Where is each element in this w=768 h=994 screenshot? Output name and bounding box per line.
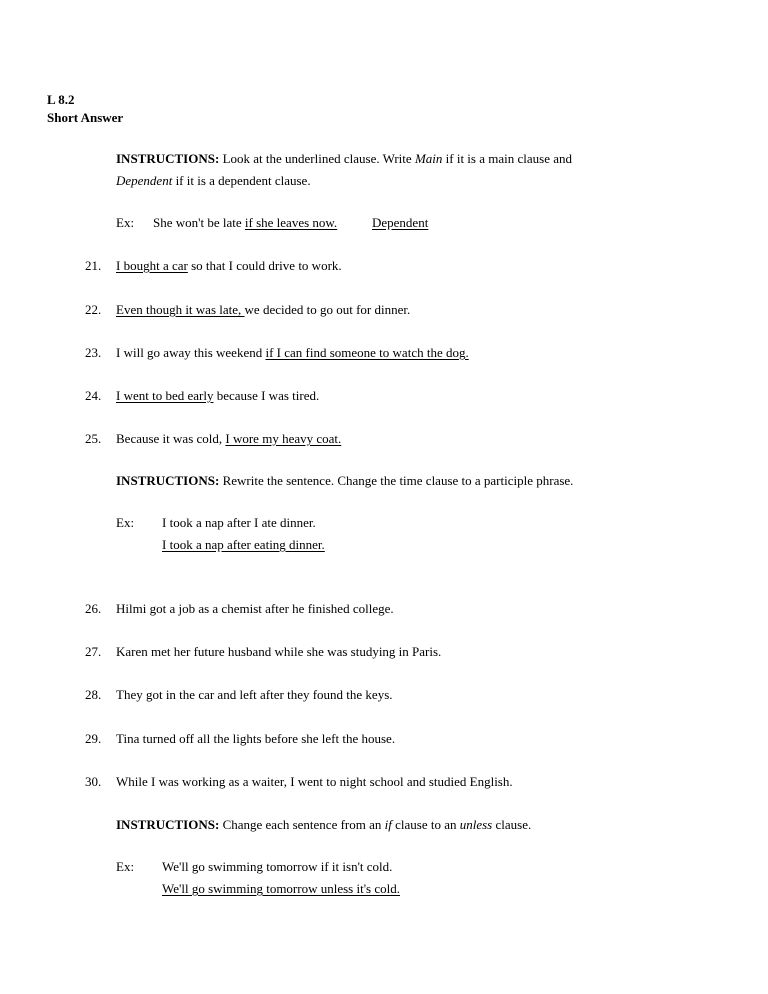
instructions-2: INSTRUCTIONS: Rewrite the sentence. Change the time clause to a participle phrase.: [116, 473, 574, 488]
instructions-1-line2: Dependent if it is a dependent clause.: [116, 173, 311, 188]
example-answer: Dependent: [372, 215, 429, 230]
question-30: 30. While I was working as a waiter, I went to night school and studied English.: [85, 774, 513, 789]
question-25: 25. Because it was cold, I wore my heavy coat.: [85, 431, 342, 446]
question-23: 23. I will go away this weekend if I can find someone to watch the dog.: [85, 345, 469, 360]
question-21: 21. I bought a car so that I could drive to work.: [85, 258, 342, 273]
instructions-label: INSTRUCTIONS:: [116, 817, 220, 832]
example-label: Ex:: [116, 859, 135, 874]
question-22: 22. Even though it was late, we decided to go out for dinner.: [85, 302, 411, 317]
example-label: Ex:: [116, 215, 135, 230]
section-title: Short Answer: [47, 110, 124, 125]
question-28: 28. They got in the car and left after they found the keys.: [85, 687, 393, 702]
example-label: Ex:: [116, 515, 135, 530]
instructions-label: INSTRUCTIONS:: [116, 151, 220, 166]
example-sentence: She won't be late if she leaves now.: [153, 215, 338, 230]
instructions-3: INSTRUCTIONS: Change each sentence from an if clause to an unless clause.: [116, 817, 532, 832]
example-sentence: We'll go swimming tomorrow if it isn't cold.: [162, 859, 393, 874]
question-24: 24. I went to bed early because I was tired.: [85, 388, 320, 403]
example-answer: We'll go swimming tomorrow unless it's cold.: [162, 881, 400, 896]
instructions-label: INSTRUCTIONS:: [116, 473, 220, 488]
question-26: 26. Hilmi got a job as a chemist after he finished college.: [85, 601, 394, 616]
section-code: L 8.2: [47, 92, 75, 107]
instructions-1-line1: INSTRUCTIONS: Look at the underlined clause. Write Main if it is a main clause and: [116, 151, 572, 166]
example-answer: I took a nap after eating dinner.: [162, 537, 325, 552]
question-27: 27. Karen met her future husband while she was studying in Paris.: [85, 644, 442, 659]
example-sentence: I took a nap after I ate dinner.: [162, 515, 316, 530]
question-29: 29. Tina turned off all the lights before she left the house.: [85, 731, 396, 746]
